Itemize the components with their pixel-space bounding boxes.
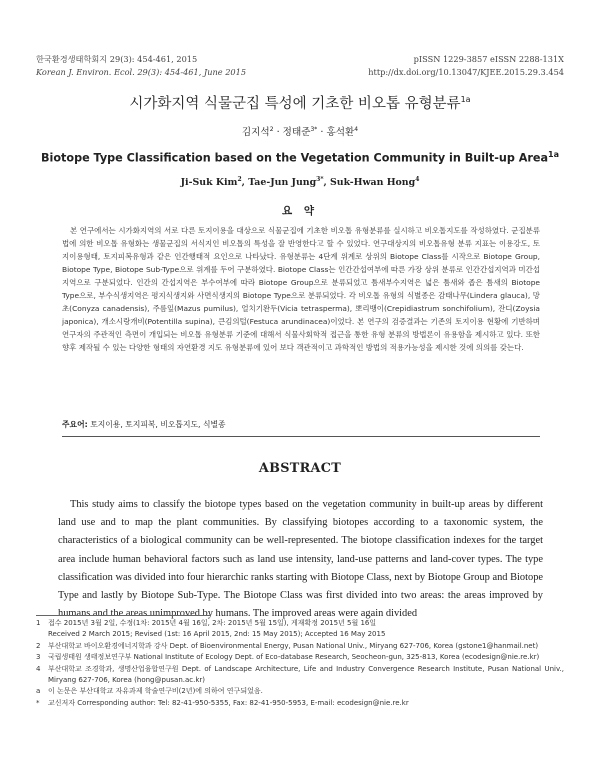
section-divider (62, 436, 540, 437)
footnote-text: 교신저자 Corresponding author: Tel: 82-41-950-5355, Fax: 82-41-950-5953, E-mail: ecodesign@nie.re.kr (48, 698, 409, 707)
author-ko: 김지석 (241, 127, 270, 138)
summary-body-ko: 본 연구에서는 시가화지역의 서로 다른 토지이용을 대상으로 식물군집에 기초한 비오톱 유형분류를 실시하고 비오톱지도를 작성하였다. 군집분류법에 의한 비오톱 유형화는 생물군집의 서식지인 비오톱의 특성을 잘 반영한다고 할 수 있었다. 연구대상지의 비오톱유형 분류 지표는 이용강도, 토지이용형태, 토지피복유형과 같은 인간행태적 요인으로 나타났다. 유형분류는 4단계 위계로 상위의 Biotope Class를 시작으로 Biotope Group, Biotope Type, Biotope Sub-Type으로 위계를 두어 구분하였다. Biotope Class는 인간간섭여부에 따른 가장 상위 분류로 인간간섭지역과 미간섭지역으로 구분되었다. 인간의 간섭지역은 부수여부에 따라 Biotope Group으로 분류되었고 틈새부수지역은 넓은 틈새와 좁은 틈새의 Biotope Type으로, 부수식생지역은 평지식생지와 사면식생지의 Biotope Type으로 분류되었다. 각 비오톱 유형의 식별종은 감태나무(Lindera glauca), 망초(Conyza canadensis), 주름잎(Mazus pumilus), 얼치기완두(Vicia tetrasperma), 뽀리뱅이(Crepidiastrum sonchifolium), 잔디(Zoysia japonica), 개소시랑개비(Potentilla supina), 큰김의털(Festuca arundinacea)이었다. 본 연구의 검증결과는 기존의 토지이용 현황에 기반하며 연구자의 주관적인 측면이 개입되는 비오톱 유형분류 기준에 대해서 식물사회학적 접근을 통한 유형 분류의 방법론이 유용함을 제시하고 있다. 또한 향후 제작될 수 있는 다양한 형태의 자연환경 지도 유형분류에 있어 보다 객관적이고 과학적인 방법의 적용가능성을 제시한 것에 의의를 갖는다. (62, 226, 540, 353)
author-affiliation-mark: 4 (354, 125, 359, 133)
footnote-text: 이 논문은 부산대학교 자유과제 학술연구비(2년)에 의하여 연구되었음. (48, 687, 263, 696)
paper-title-ko (0, 92, 600, 113)
author-en: Ji-Suk Kim (180, 177, 238, 189)
footnote-mark: * (36, 698, 40, 707)
footnote (36, 629, 564, 640)
issn-label: pISSN 1229-3857 eISSN 2288-131X (413, 54, 564, 64)
author-en: Suk-Hwan Hong (330, 177, 416, 189)
footnote (36, 686, 564, 697)
keywords-label: 주요어: (62, 420, 88, 429)
title-en-footnote-mark: 1a (548, 150, 559, 159)
author-list-en: Ji-Suk Kim$^2$, Tae-Jun Jung$^{3*}$, Suk-Hwan Hong$^4$ (180, 176, 420, 189)
paper-title-en (0, 150, 600, 165)
footnote-text: 부산대학교 바이오환경에너지학과 강사 Dept. of Bioenvironmental Energy, Pusan National Univ., Miryang 627-706, Korea (gstone1@hanmail.net) (48, 641, 539, 650)
author-ko: 홍석환 (326, 127, 355, 138)
footnote (36, 664, 564, 687)
footnote-text: 국립생태원 생태정보연구부 National Institute of Ecology Dept. of Eco-database Research, Seocheon-gun, 325-813, Korea (ecodesign@nie.re.kr) (48, 653, 540, 662)
footnote-mark: a (36, 687, 41, 696)
paper-title-en-text: Biotope Type Classification based on the Vegetation Community in Built-up Area (40, 151, 549, 165)
footnote (36, 652, 564, 663)
title-ko-footnote-mark: 1a (460, 95, 471, 105)
footnote (36, 698, 564, 709)
footnotes (36, 618, 564, 709)
journal-identifiers (368, 53, 564, 79)
author-en: Tae-Jun Jung (248, 177, 317, 189)
keywords-list: 토지이용, 토지피복, 비오톱지도, 식별종 (90, 420, 226, 429)
summary-heading-ko: 요 약 (282, 205, 318, 217)
footnote-mark: 4 (36, 664, 41, 673)
footnote-mark: 3 (36, 653, 41, 662)
author-affiliation-mark: 3* (316, 176, 324, 183)
footnote-text: 부산대학교 조경학과, 생명산업융합연구원 Dept. of Landscape Architecture, Life and Industry Convergence Research Institute, Pusan National Univ., Miryang 627-706, Korea (hong@pusan.ac.kr) (48, 664, 564, 685)
journal-name-ko: 한국환경생태학회지 29(3): 454-461, 2015 (36, 54, 198, 64)
doi-link[interactable]: http://dx.doi.org/10.13047/KJEE.2015.29.3.454 (368, 67, 564, 77)
paper-title-ko-text: 시가화지역 식물군집 특성에 기초한 비오톱 유형분류 (129, 96, 461, 112)
abstract-heading: ABSTRACT (258, 461, 342, 476)
author-affiliation-mark: 2 (237, 176, 242, 183)
footnote-divider (36, 615, 211, 616)
abstract-body: This study aims to classify the biotope types based on the vegetation community in built-up areas by different land use and to map the plant communities. By classifying biotopes according to a taxonomic system, the characteristics of a biological community can be well-represented. The biotope classification indexes for the target area include human behavioral factors such as land use intensity, land-use patterns and land-cover types. The type classification was divided into four hierarchic ranks starting with Biotope Class, next by Biotope Group and Biotope Type and lastly by Biotope Sub-Type. The Biotope Class was first divided into two areas: the areas improved by humans and the areas unimproved by humans. The improved areas were again divided (58, 499, 543, 620)
footnote-text: 접수 2015년 3월 2일, 수정(1차: 2015년 4월 16일, 2차: 2015년 5월 15일), 게재확정 2015년 5월 16일 (48, 619, 377, 627)
footnote (36, 618, 564, 629)
keywords-line (62, 419, 540, 430)
footnote (36, 641, 564, 652)
author-affiliation-mark: 2 (269, 125, 274, 133)
footnote-text: Received 2 March 2015; Revised (1st: 16 April 2015, 2nd: 15 May 2015); Accepted 16 May 2015 (48, 630, 386, 639)
journal-name-en: Korean J. Environ. Ecol. 29(3): 454-461, June 2015 (36, 67, 247, 77)
footnote-mark: 2 (36, 641, 41, 650)
author-ko: 정태준 (282, 127, 311, 138)
author-affiliation-mark: 3* (310, 125, 318, 133)
author-list-ko: 김지석$^2$ · 정태준$^{3*}$ · 홍석환$^4$ (241, 125, 359, 138)
journal-citation (36, 53, 246, 79)
footnote-mark: 1 (36, 619, 41, 627)
author-affiliation-mark: 4 (415, 176, 420, 183)
